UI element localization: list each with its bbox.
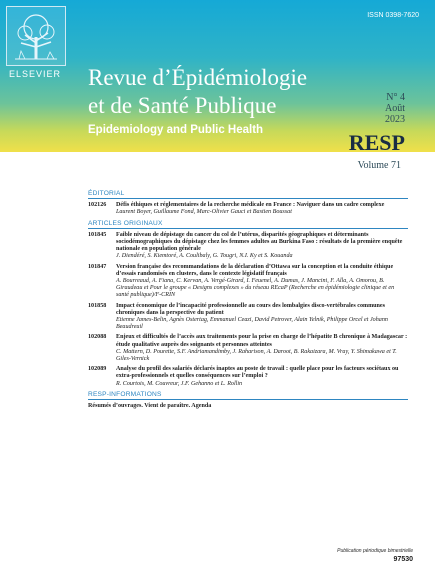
issue-info: [385, 92, 405, 125]
issn: ISSN 0398-7620: [367, 12, 419, 19]
toc-entry[interactable]: [88, 202, 408, 216]
journal-subtitle: Epidemiology and Public Health: [88, 124, 264, 136]
article-title: Analyse du profil des salariés déclarés inaptes au poste de travail : quelle place pour les facteurs sociétaux ou extra-professionnels et quelles conséquences sur l’emploi ?: [116, 366, 399, 380]
toc-entry[interactable]: [88, 403, 408, 410]
article-authors: R. Courtois, M. Couvreur, J.F. Gehanno et L. Rollin: [116, 380, 243, 387]
issue-month: Août: [385, 103, 405, 114]
table-of-contents: [88, 188, 408, 413]
article-code: 101858: [88, 302, 107, 309]
toc-entry[interactable]: [88, 264, 408, 300]
article-code: 101847: [88, 263, 107, 270]
issue-year: 2023: [385, 114, 405, 125]
article-authors: Laurent Boyer, Guillaume Fond, Marc-Olivier Gauci et Bastien Boussat: [116, 209, 292, 216]
elsevier-tree-icon: [6, 6, 66, 66]
article-code: 101845: [88, 231, 107, 238]
journal-title: [88, 64, 358, 120]
volume-number: Volume 71: [357, 160, 401, 171]
article-code: 102126: [88, 202, 107, 209]
section-heading-editorial: ÉDITORIAL: [88, 190, 408, 199]
article-title: Impact économique de l’incapacité professionnelle au cours des lombalgies disco-vertébrales communes chroniques dans la perspective du patient: [116, 302, 386, 316]
publisher-logo: [6, 6, 64, 78]
article-authors: J. Diendéré, S. Kiemtoré, A. Coulibaly, G. Tougri, N.I. Ky et S. Kouanda: [116, 253, 293, 260]
publication-frequency: Publication périodique bimestrielle: [337, 548, 413, 554]
journal-title-line1: Revue d’Épidémiologie: [88, 65, 308, 90]
article-authors: Etienne James-Belin, Agnès Ostertag, Emmanuel Ceazi, David Petrover, Alain Yelnik, Philippe Orcel et Johann Beaudreuil: [116, 317, 388, 331]
section-heading-resp-info: RESP-INFORMATIONS: [88, 391, 408, 400]
article-title: Version française des recommandations de la déclaration d’Ottawa sur la conception et la conduite éthique d’essais randomisés en clusters, dans le contexte législatif français: [116, 263, 394, 277]
publisher-name: ELSEVIER: [8, 69, 62, 79]
article-authors: C. Mattern, D. Pourette, S.F. Andriamandimby, J. Raharison, A. Daroot, B. Rakaizara, M. Vray, Y. Shimakawa et T. Giles-Vernick: [116, 348, 397, 363]
article-code: 102089: [88, 366, 107, 373]
article-code: 102088: [88, 334, 107, 341]
toc-entry[interactable]: [88, 303, 408, 332]
article-title: Faible niveau de dépistage du cancer du col de l’utérus, disparités géographiques et déterminants sociodémographiques du dépistage chez les femmes adultes au Burkina Faso : résultats de la première enquête nationale en population générale: [116, 231, 403, 253]
toc-entry[interactable]: [88, 232, 408, 261]
article-title: Enjeux et difficultés de l’accès aux traitements pour la prise en charge de l’hépatite B chronique à Madagascar : étude qualitative auprès des soignants et personnes atteintes: [116, 334, 408, 348]
journal-abbrev: RESP: [348, 130, 405, 155]
resp-info-text: Résumés d’ouvrages. Vient de paraître. Agenda: [88, 403, 212, 410]
article-authors: A. Bourreaud, A. Fiana, C. Kervan, A. Vergé-Girard, I. Feuenel, A. Dumas, J. Mancini, F. Alla, A. Omorou, B. Giraudeau et Pour le groupe « Designs complexes » du réseau REcaP (Recherche en épidémiologie clinique et en santé publique)/F-CRIN: [116, 278, 395, 299]
section-heading-articles: ARTICLES ORIGINAUX: [88, 220, 408, 229]
publication-number: 97530: [393, 556, 413, 563]
toc-entry[interactable]: [88, 366, 408, 388]
journal-title-line2: et de Santé Publique: [88, 93, 277, 118]
toc-entry[interactable]: [88, 334, 408, 363]
article-title: Défis éthiques et réglementaires de la recherche médicale en France : Naviguer dans un cadre complexe: [116, 202, 385, 209]
issue-number: N° 4: [386, 92, 405, 103]
